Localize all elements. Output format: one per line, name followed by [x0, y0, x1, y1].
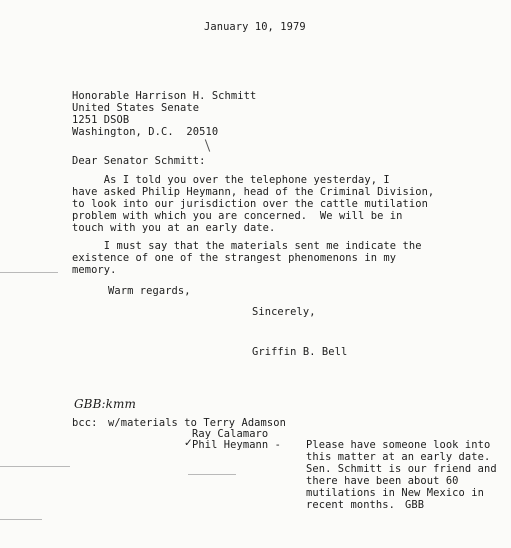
handwritten-initials: GBB:kmm	[74, 397, 136, 411]
scan-artifact	[188, 474, 236, 475]
address-line: Honorable Harrison H. Schmitt	[72, 90, 257, 102]
check-mark: ✓	[184, 437, 193, 449]
body-line: problem with which you are concerned. We will be in	[72, 210, 403, 222]
body-line: have asked Philip Heymann, head of the Criminal Division,	[72, 186, 435, 198]
bcc-note-initials: GBB	[405, 499, 425, 511]
scan-artifact	[0, 466, 70, 467]
body-line: memory.	[72, 264, 117, 276]
letter-date: January 10, 1979	[204, 21, 306, 33]
bcc-note-line: Please have someone look into	[306, 439, 491, 451]
bcc-line: Phil Heymann -	[192, 439, 281, 451]
address-line: United States Senate	[72, 102, 200, 114]
body-line: to look into our jurisdiction over the cattle mutilation	[72, 198, 428, 210]
closing: Sincerely,	[252, 306, 316, 318]
body-line: existence of one of the strangest phenomenons in my	[72, 252, 397, 264]
bcc-note-line: Sen. Schmitt is our friend and	[306, 463, 497, 475]
body-line: I must say that the materials sent me indicate the	[72, 240, 422, 252]
address-line: Washington, D.C. 20510	[72, 126, 219, 138]
bcc-note-line: mutilations in New Mexico in	[306, 487, 484, 499]
salutation: Dear Senator Schmitt:	[72, 155, 206, 167]
scan-artifact	[0, 519, 42, 520]
bcc-note-line: there have been about 60	[306, 475, 459, 487]
body-line: As I told you over the telephone yesterday, I	[72, 174, 390, 186]
pen-tick-mark	[205, 139, 210, 152]
bcc-line: w/materials to Terry Adamson	[108, 417, 286, 429]
signer-name: Griffin B. Bell	[252, 346, 348, 358]
bcc-line: Ray Calamaro	[192, 428, 269, 440]
address-line: 1251 DSOB	[72, 114, 130, 126]
regards: Warm regards,	[108, 285, 191, 297]
bcc-note-line: this matter at an early date.	[306, 451, 491, 463]
scan-artifact	[0, 272, 58, 273]
bcc-label: bcc:	[72, 417, 98, 429]
body-line: touch with you at an early date.	[72, 222, 276, 234]
bcc-note-line: recent months.	[306, 499, 395, 511]
